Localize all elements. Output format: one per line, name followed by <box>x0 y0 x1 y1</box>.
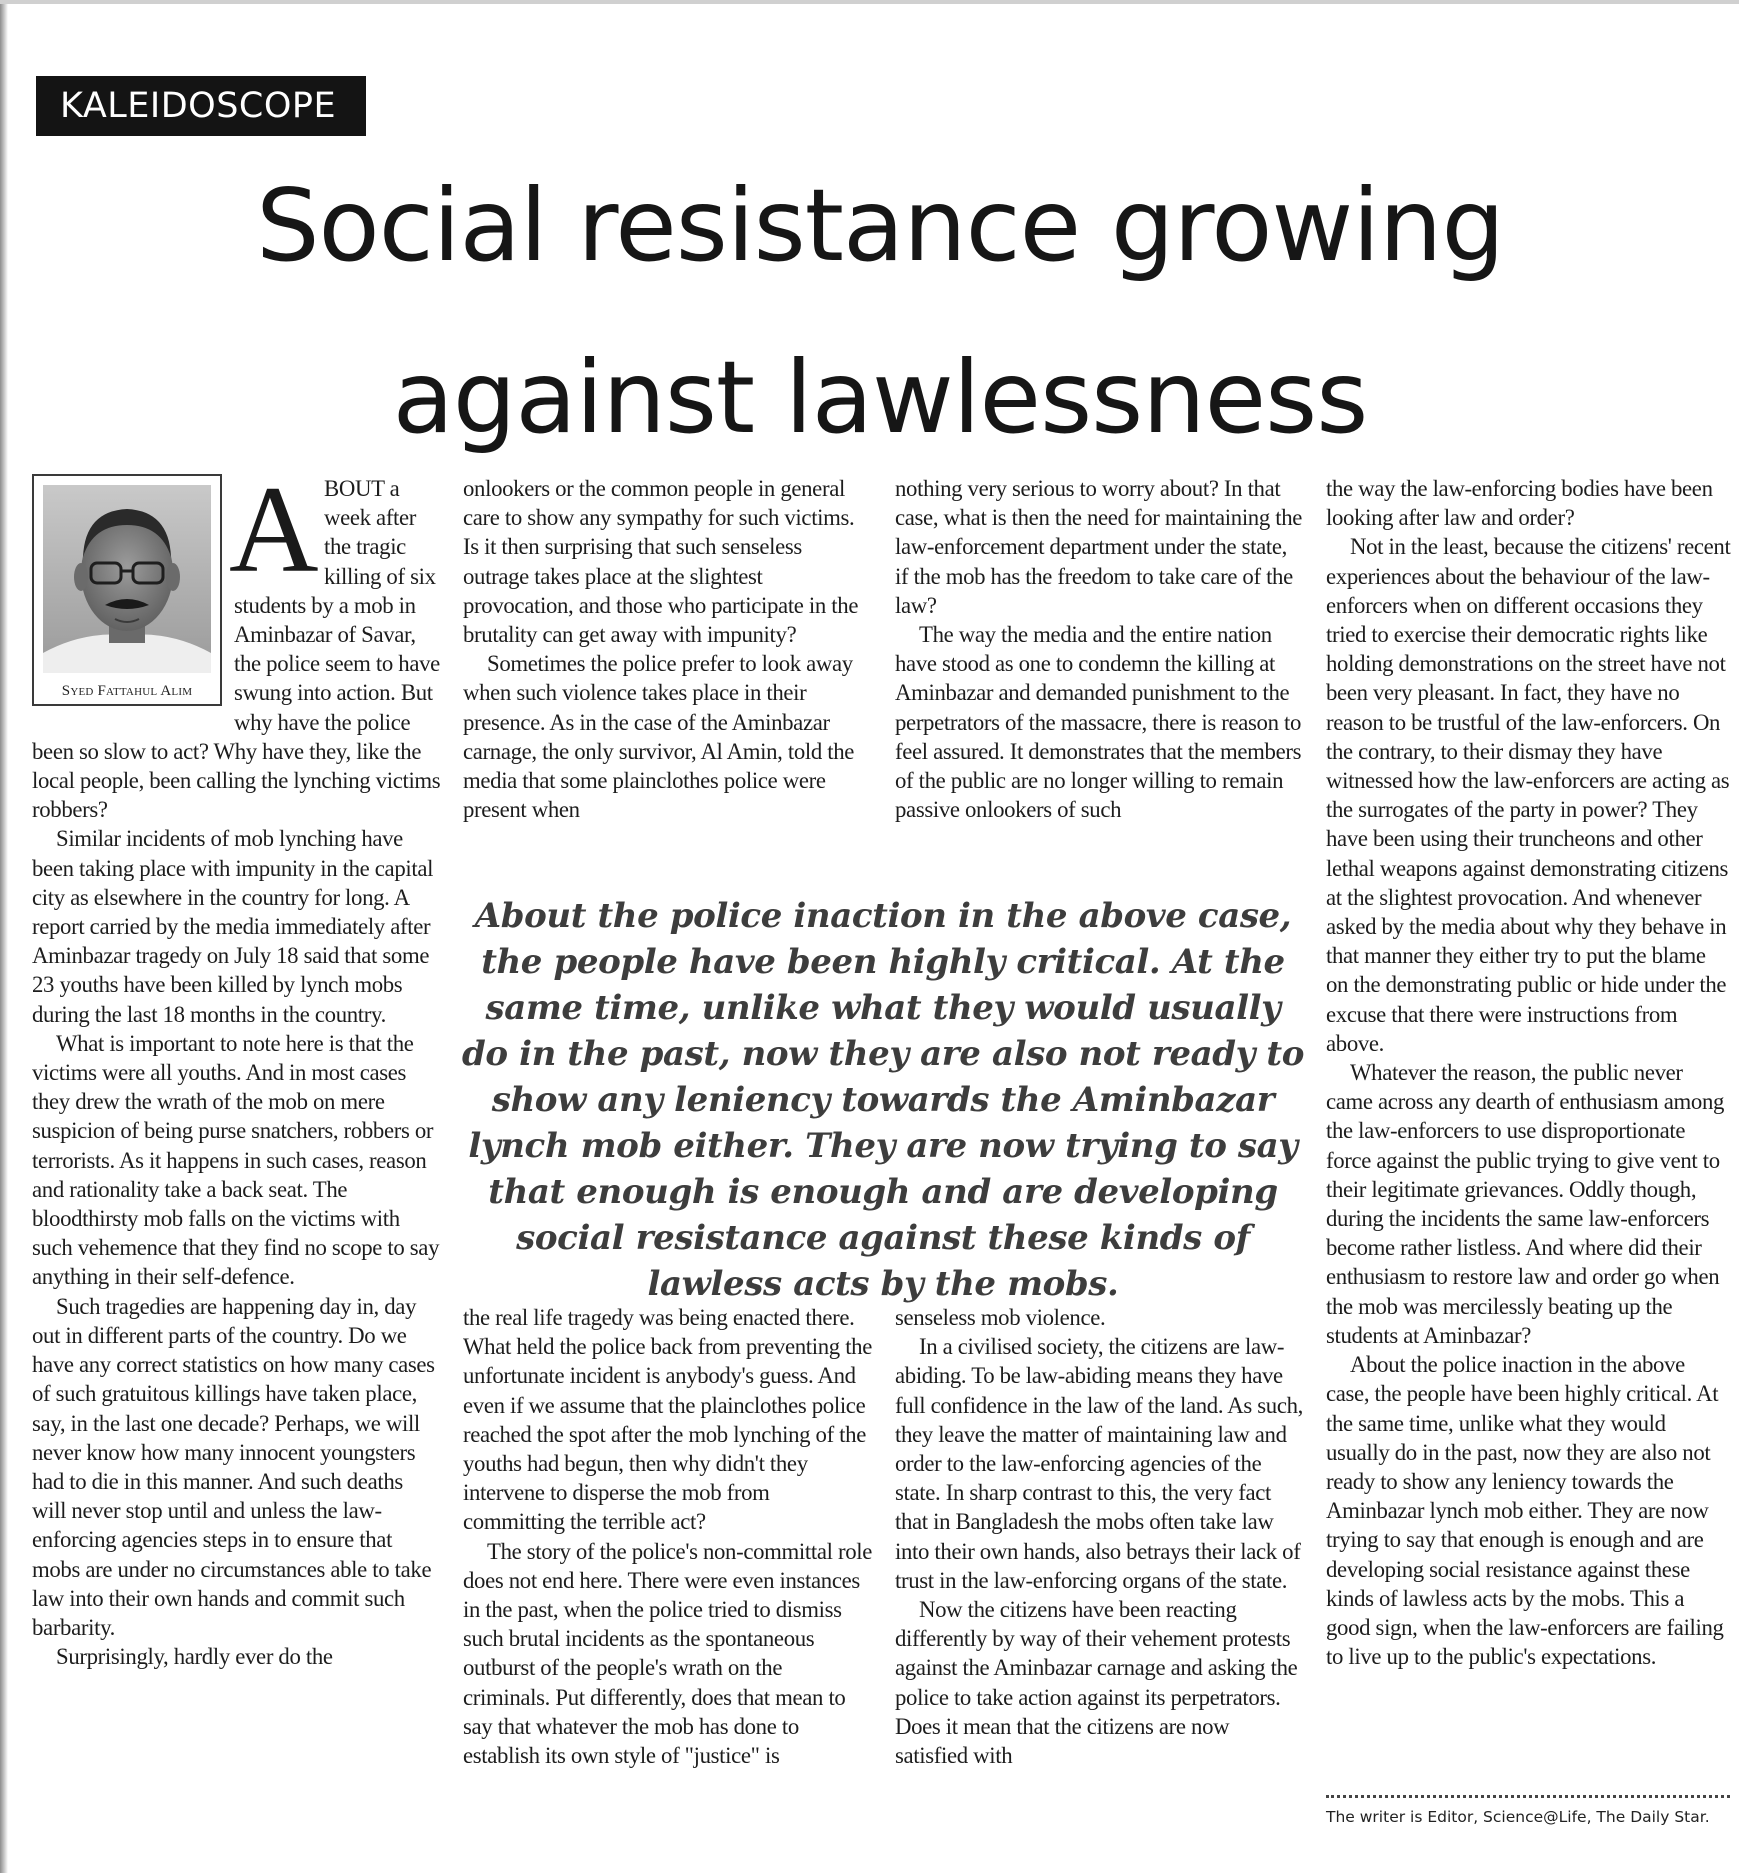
pull-quote: About the police inaction in the above case, the people have been highly critical. At the same time, unlike what they would usually do in the past, now they are also not ready to show any leniency towards the Aminbazar lynch mob either. They are now trying to say that enough is enough and are developing social resistance against these kinds of lawless acts by the mobs. <box>462 896 1305 1304</box>
photo-float-spacer <box>32 474 234 732</box>
article-paragraph: The story of the police's non-committal role does not end here. There were even instances in the past, when the police tried to dismiss such brutal incidents as the spontaneous outburst of the people's wrath on the criminals. Put differently, does that mean to say that whatever the mob has done to establish its own style of "justice" is <box>463 1538 873 1769</box>
article-paragraph: In a civilised society, the citizens are law-abiding. To be law-abiding means they have full confidence in the law of the land. As such, they leave the matter of maintaining law and order to the law-enforcing agencies of the state. In sharp contrast to this, the very fact that in Bangladesh the mobs often take law into their own hands, also betrays their lack of trust in the law-enforcing organs of the state. <box>895 1334 1303 1593</box>
page-edge-top <box>0 0 1739 4</box>
column-3-top <box>895 474 1305 824</box>
article-paragraph: Surprisingly, hardly ever do the <box>56 1644 333 1670</box>
article-paragraph: Now the citizens have been reacting differently by way of their vehement protests against the Aminbazar carnage and asking the police to take action against its perpetrators. Does it mean that the citizens are now satisfied with <box>895 1597 1298 1769</box>
column-3-bottom <box>895 1303 1305 1770</box>
article-paragraph: Such tragedies are happening day in, day out in different parts of the country. Do we have any correct statistics on how many cases of such gratuitous killings have taken place, say, in the last one decade? Perhaps, we will never know how many innocent youngsters had to die in this manner. And such deaths will never stop until and unless the law-enforcing agencies steps in to ensure that mobs are under no circumstances able to take law into their own hands and commit such barbarity. <box>32 1293 435 1640</box>
author-byline: Syed Fattahul Alim <box>61 683 193 699</box>
article-paragraph: Sometimes the police prefer to look away when such violence takes place in their presence. As in the case of the Aminbazar carnage, the only survivor, Al Amin, told the media that some plainclothes police were present when <box>463 651 855 823</box>
article-paragraph: nothing very serious to worry about? In that case, what is then the need for maintaining the law-enforcement department under the state, if the mob has the freedom to take care of the law? <box>895 476 1303 618</box>
article-paragraph: What is important to note here is that the victims were all youths. And in most cases they drew the wrath of the mob on mere suspicion of being purse snatchers, robbers or terrorists. As it happens in such cases, reason and rationality take a back seat. The bloodthirsty mob falls on the victims with such vehemence that they find no scope to say anything in their self-defence. <box>32 1030 440 1290</box>
article-paragraph: Similar incidents of mob lynching have been taking place with impunity in the capital city as elsewhere in the country for long. A report carried by the media immediately after Aminbazar tragedy on July 18 said that some 23 youths have been killed by lynch mobs during the last 18 months in the country. <box>32 826 434 1027</box>
column-2-bottom <box>463 1303 873 1770</box>
article-paragraph: Not in the least, because the citizens' recent experiences about the behaviour of the law-enforcers when on different occasions they tried to exercise their democratic rights like holding demonstrations on the street have not been very pleasant. In fact, they have no reason to be trustful of the law-enforcers. On the contrary, to their dismay they have witnessed how the law-enforcers are acting as the surrogates of the party in power? They have been using their truncheons and other lethal weapons against demonstrating citizens at the slightest provocation. And whenever asked by the media about why they behave in that manner they either try to put the blame on the demonstrating public or hide under the excuse that there were instructions from above. <box>1326 534 1731 1056</box>
section-label: KALEIDOSCOPE <box>36 76 366 136</box>
article-paragraph: the real life tragedy was being enacted there. What held the police back from preventing the unfortunate incident is anybody's guess. And even if we assume that the plainclothes police reached the spot after the mob lynching of the youths had begun, then why didn't they intervene to disperse the mob from committing the terrible act? <box>463 1305 872 1535</box>
page-edge-shadow <box>0 0 8 1873</box>
drop-cap: A <box>229 461 319 598</box>
article-paragraph: BOUT a week after the tragic killing of six students by a mob in Aminbazar of Savar, the police seem to have swung into action. But why have the police been so slow to act? Why have they, like the local people, been calling the lynching victims robbers? <box>32 476 441 823</box>
column-4 <box>1326 474 1732 1671</box>
footer-divider <box>1326 1795 1730 1798</box>
dropcap-float-spacer <box>234 474 324 570</box>
article-paragraph: About the police inaction in the above case, the people have been highly critical. At the same time, unlike what they would usually do in the past, now they are also not ready to show any leniency towards the Aminbazar lynch mob either. They are now trying to say that enough is enough and are developing social resistance against these kinds of lawless acts by the mobs. This a good sign, when the law-enforcers are failing to live up to the public's expectations. <box>1326 1352 1724 1670</box>
article-paragraph: onlookers or the common people in general care to show any sympathy for such victims. Is it then surprising that such senseless outrage takes place at the slightest provocation, and those who participate in the brutality can get away with impunity? <box>463 476 859 648</box>
article-paragraph: senseless mob violence. <box>895 1305 1106 1330</box>
article-paragraph: Whatever the reason, the public never came across any dearth of enthusiasm among the law-enforcers to use disproportionate force against the public trying to give vent to their legitimate grievances. Oddly though, during the incidents the same law-enforcers become rather listless. And where did their enthusiasm to restore law and order go when the mob was mercilessly beating up the students at Aminbazar? <box>1326 1060 1725 1348</box>
headline: Social resistance growing against lawlessness <box>256 167 1504 456</box>
article-paragraph: The way the media and the entire nation have stood as one to condemn the killing at Aminbazar and demanded punishment to the perpetrators of the massacre, there is reason to feel assured. It demonstrates that the members of the public are no longer willing to remain passive onlookers of such <box>895 622 1302 823</box>
column-1-intro <box>32 474 442 1671</box>
writer-credit: The writer is Editor, Science@Life, The Daily Star. <box>1326 1808 1710 1826</box>
article-paragraph: the way the law-enforcing bodies have been looking after law and order? <box>1326 476 1713 531</box>
column-2-top <box>463 474 873 824</box>
